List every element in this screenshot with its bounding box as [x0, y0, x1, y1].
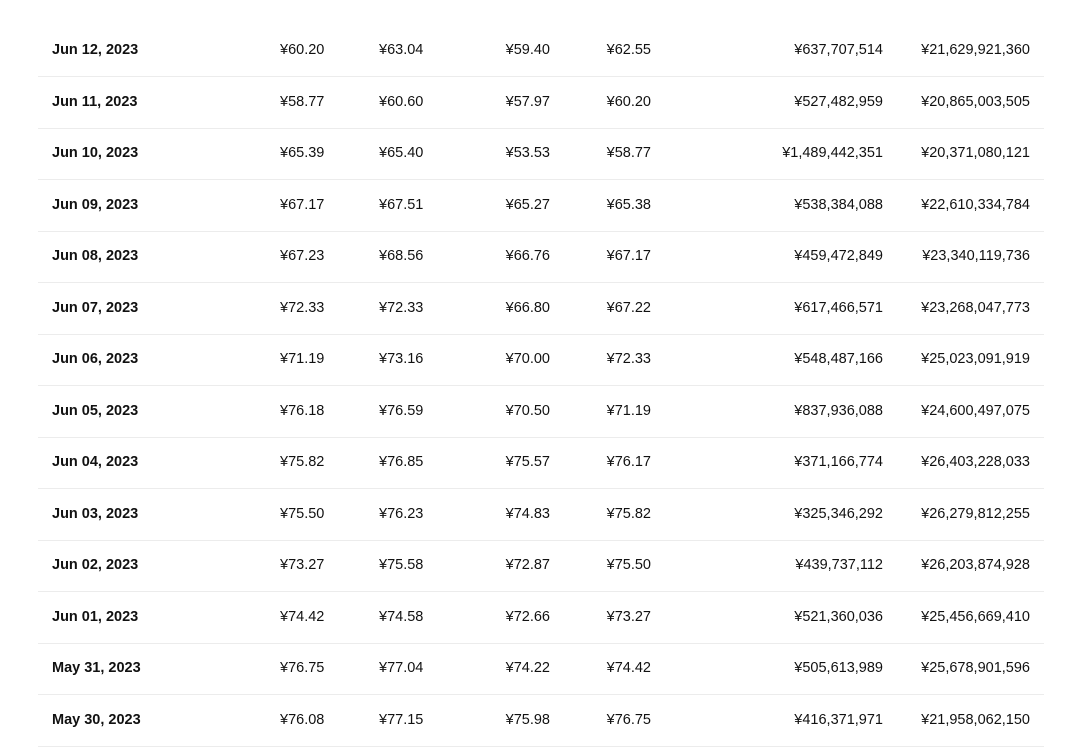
open-cell: ¥60.20	[280, 42, 325, 58]
table-row	[38, 592, 1044, 644]
close-cell: ¥71.19	[606, 402, 651, 419]
table-row	[38, 335, 1044, 387]
low-cell: ¥66.80	[505, 299, 550, 316]
date-cell: May 30, 2023	[52, 711, 141, 728]
low-cell: ¥70.50	[505, 402, 550, 419]
open-cell: ¥76.75	[280, 660, 325, 676]
date-cell: Jun 09, 2023	[52, 196, 139, 213]
low-cell: ¥74.22	[505, 660, 550, 676]
date-cell: Jun 02, 2023	[52, 557, 139, 573]
table-row	[38, 129, 1044, 181]
volume-cell: ¥521,360,036	[794, 608, 883, 625]
close-cell: ¥58.77	[606, 145, 651, 161]
volume-cell: ¥416,371,971	[794, 711, 883, 728]
market-cap-cell: ¥24,600,497,075	[921, 402, 1030, 419]
volume-cell: ¥538,384,088	[794, 196, 883, 213]
low-cell: ¥57.97	[505, 93, 550, 110]
volume-cell: ¥527,482,959	[794, 93, 883, 110]
table-row	[38, 541, 1044, 593]
low-cell: ¥74.83	[505, 505, 550, 522]
market-cap-cell: ¥23,340,119,736	[922, 248, 1030, 264]
high-cell: ¥72.33	[379, 299, 424, 316]
high-cell: ¥68.56	[379, 248, 424, 264]
market-cap-cell: ¥22,610,334,784	[921, 196, 1030, 213]
volume-cell: ¥548,487,166	[794, 351, 883, 367]
market-cap-cell: ¥20,371,080,121	[921, 145, 1030, 161]
close-cell: ¥72.33	[606, 351, 651, 367]
low-cell: ¥65.27	[505, 196, 550, 213]
open-cell: ¥67.23	[280, 248, 325, 264]
high-cell: ¥76.23	[379, 505, 424, 522]
high-cell: ¥77.15	[379, 711, 424, 728]
close-cell: ¥67.22	[606, 299, 651, 316]
open-cell: ¥74.42	[280, 608, 325, 625]
volume-cell: ¥1,489,442,351	[782, 145, 883, 161]
close-cell: ¥67.17	[606, 248, 651, 264]
volume-cell: ¥325,346,292	[794, 505, 883, 522]
volume-cell: ¥371,166,774	[794, 454, 883, 470]
close-cell: ¥73.27	[606, 608, 651, 625]
market-cap-cell: ¥25,678,901,596	[921, 660, 1030, 676]
market-cap-cell: ¥26,203,874,928	[921, 557, 1030, 573]
open-cell: ¥76.08	[280, 711, 325, 728]
close-cell: ¥75.50	[606, 557, 651, 573]
high-cell: ¥76.59	[379, 402, 424, 419]
high-cell: ¥74.58	[379, 608, 424, 625]
volume-cell: ¥617,466,571	[794, 299, 883, 316]
high-cell: ¥75.58	[379, 557, 424, 573]
close-cell: ¥75.82	[606, 505, 651, 522]
low-cell: ¥59.40	[505, 42, 550, 58]
table-row	[38, 283, 1044, 335]
volume-cell: ¥505,613,989	[794, 660, 883, 676]
open-cell: ¥72.33	[280, 299, 325, 316]
date-cell: Jun 12, 2023	[52, 42, 139, 58]
volume-cell: ¥439,737,112	[795, 557, 883, 573]
market-cap-cell: ¥23,268,047,773	[921, 299, 1030, 316]
market-cap-cell: ¥20,865,003,505	[921, 93, 1030, 110]
low-cell: ¥75.98	[505, 711, 550, 728]
date-cell: Jun 08, 2023	[52, 248, 139, 264]
open-cell: ¥65.39	[280, 145, 325, 161]
table-row	[38, 180, 1044, 232]
date-cell: May 31, 2023	[52, 660, 141, 676]
open-cell: ¥73.27	[280, 557, 325, 573]
open-cell: ¥58.77	[280, 93, 325, 110]
date-cell: Jun 10, 2023	[52, 145, 139, 161]
open-cell: ¥67.17	[280, 196, 325, 213]
close-cell: ¥74.42	[606, 660, 651, 676]
price-history-table	[38, 0, 1044, 747]
high-cell: ¥76.85	[379, 454, 424, 470]
date-cell: Jun 11, 2023	[52, 93, 138, 110]
volume-cell: ¥459,472,849	[794, 248, 883, 264]
close-cell: ¥62.55	[606, 42, 651, 58]
date-cell: Jun 06, 2023	[52, 351, 139, 367]
table-row	[38, 232, 1044, 284]
table-row	[38, 489, 1044, 541]
table-row	[38, 0, 1044, 77]
volume-cell: ¥637,707,514	[794, 42, 883, 58]
market-cap-cell: ¥25,023,091,919	[921, 351, 1030, 367]
close-cell: ¥65.38	[606, 196, 651, 213]
open-cell: ¥76.18	[280, 402, 325, 419]
date-cell: Jun 01, 2023	[52, 608, 139, 625]
volume-cell: ¥837,936,088	[794, 402, 883, 419]
date-cell: Jun 07, 2023	[52, 299, 139, 316]
close-cell: ¥76.75	[606, 711, 651, 728]
market-cap-cell: ¥26,279,812,255	[921, 505, 1030, 522]
low-cell: ¥75.57	[505, 454, 550, 470]
close-cell: ¥60.20	[606, 93, 651, 110]
table-row	[38, 386, 1044, 438]
low-cell: ¥72.66	[505, 608, 550, 625]
open-cell: ¥75.82	[280, 454, 325, 470]
date-cell: Jun 03, 2023	[52, 505, 139, 522]
table-row	[38, 695, 1044, 747]
date-cell: Jun 04, 2023	[52, 454, 139, 470]
close-cell: ¥76.17	[606, 454, 651, 470]
high-cell: ¥63.04	[379, 42, 424, 58]
low-cell: ¥72.87	[505, 557, 550, 573]
low-cell: ¥70.00	[505, 351, 550, 367]
high-cell: ¥77.04	[379, 660, 424, 676]
market-cap-cell: ¥21,629,921,360	[921, 42, 1030, 58]
low-cell: ¥66.76	[505, 248, 550, 264]
high-cell: ¥67.51	[379, 196, 424, 213]
open-cell: ¥71.19	[280, 351, 325, 367]
date-cell: Jun 05, 2023	[52, 402, 139, 419]
market-cap-cell: ¥26,403,228,033	[921, 454, 1030, 470]
market-cap-cell: ¥25,456,669,410	[921, 608, 1030, 625]
high-cell: ¥65.40	[379, 145, 424, 161]
table-row	[38, 438, 1044, 490]
open-cell: ¥75.50	[280, 505, 325, 522]
low-cell: ¥53.53	[505, 145, 550, 161]
high-cell: ¥73.16	[379, 351, 424, 367]
high-cell: ¥60.60	[379, 93, 424, 110]
market-cap-cell: ¥21,958,062,150	[921, 711, 1030, 728]
table-row	[38, 644, 1044, 696]
table-row	[38, 77, 1044, 129]
